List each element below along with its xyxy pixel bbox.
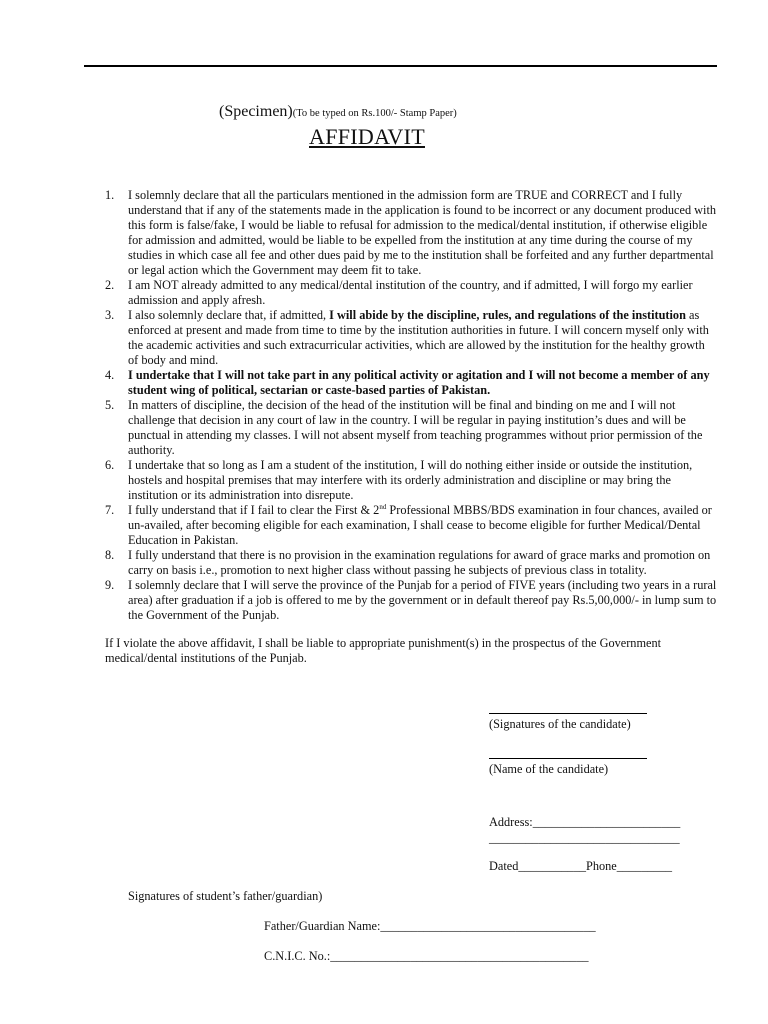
- clause-8: [105, 548, 717, 578]
- clause-number: 6.: [105, 458, 115, 472]
- clause-text: In matters of discipline, the decision of the head of the institution will be final and binding on me and I will not challenge that decision in any court of law in the country. I will be regular in paying institution’s dues and will be punctual in attending my classes. I will not absent myself from teaching programmes without prior permission of the authority.: [128, 398, 703, 457]
- clause-text: I solemnly declare that I will serve the province of the Punjab for a period of FIVE years (including two years in a rural area) after graduation if a job is offered to me by the government or in default thereof pay Rs.5,00,000/- in lump sum to the Government of the Punjab.: [128, 578, 717, 622]
- document-title: AFFIDAVIT: [309, 124, 425, 149]
- top-rule: [84, 65, 717, 67]
- clause-4: [105, 368, 717, 398]
- clause-6: [105, 458, 717, 503]
- clause-number: 3.: [105, 308, 115, 322]
- specimen-label: (Specimen): [219, 103, 293, 120]
- cnic-field: C.N.I.C. No.:__________________________________________: [264, 949, 589, 963]
- specimen-heading: [219, 103, 457, 121]
- clause-7: [105, 503, 717, 548]
- clause-text-pre: I fully understand that if I fail to clear the First & 2: [128, 503, 380, 517]
- ordinal-suffix: nd: [379, 502, 387, 511]
- candidate-signature-block: [489, 713, 647, 732]
- clause-text-bold: I undertake that I will not take part in any political activity or agitation and I will not become a member of any student wing of political, sectarian or caste-based parties of Pakistan.: [128, 368, 710, 397]
- clause-text-post: Professional MBBS/BDS examination in four chances, availed or un-availed, after becoming eligible for each examination, I shall cease to become eligible for further Medical/Dental Education in Pakistan.: [128, 503, 712, 547]
- signature-line: [489, 713, 647, 714]
- address-line-2: _______________________________: [489, 831, 680, 845]
- clause-number: 9.: [105, 578, 115, 592]
- clause-2: [105, 278, 717, 308]
- clause-text: I fully understand that there is no provision in the examination regulations for award of grace marks and promotion on carry on basis i.e., promotion to next higher class without passing he subjects of previous class in totality.: [128, 548, 711, 577]
- stamp-paper-note: (To be typed on Rs.100/- Stamp Paper): [292, 108, 457, 119]
- clause-3: [105, 308, 717, 368]
- clause-text: I undertake that so long as I am a student of the institution, I will do nothing either inside or outside the institution, hostels and hospital premises that may interfere with its orderly administration and discipline or may bring the institution or its administration into disrepute.: [128, 458, 693, 502]
- guardian-name-field: Father/Guardian Name:___________________________________: [264, 919, 596, 933]
- clause-number: 4.: [105, 368, 115, 382]
- clause-text: I am NOT already admitted to any medical/dental institution of the country, and if admitted, I will forgo my earlier admission and apply afresh.: [128, 278, 693, 307]
- clause-list: [105, 188, 717, 623]
- closing-statement: If I violate the above affidavit, I shall be liable to appropriate punishment(s) in the prospectus of the Government medical/dental institutions of the Punjab.: [105, 636, 662, 665]
- clause-number: 5.: [105, 398, 115, 412]
- candidate-signature-label: (Signatures of the candidate): [489, 717, 631, 731]
- clause-number: 8.: [105, 548, 115, 562]
- dated-phone-field: Dated___________Phone_________: [489, 859, 673, 873]
- clause-number: 1.: [105, 188, 115, 202]
- candidate-name-block: [489, 758, 647, 777]
- candidate-name-label: (Name of the candidate): [489, 762, 609, 776]
- address-field: Address:________________________: [489, 815, 681, 829]
- guardian-signature-label: Signatures of student’s father/guardian): [128, 889, 323, 903]
- name-line: [489, 758, 647, 759]
- clause-text: I solemnly declare that all the particulars mentioned in the admission form are TRUE and CORRECT and I fully understand that if any of the statements made in the application is found to be incorrect or any document produced with this form is false/fake, I would be liable to refusal for admission to the medical/dental institution, if otherwise eligible for admission and admitted, would be liable to be expelled from the institution at any time during the course of my studies in which case all fee and other dues paid by me to the institution shall be forfeited and any further departmental or legal action which the Government may deem fit to take.: [128, 188, 717, 277]
- clause-text-post: as enforced at present and made from time to time by the institution authorities in future. I will concern myself only with the academic activities and such extracurricular activities, which are allowed by the institution for the healthy growth of body and mind.: [128, 308, 709, 367]
- clause-number: 7.: [105, 503, 115, 517]
- clause-number: 2.: [105, 278, 115, 292]
- clause-text-bold: I will abide by the discipline, rules, and regulations of the institution: [329, 308, 686, 322]
- clause-5: [105, 398, 717, 458]
- clause-1: [105, 188, 717, 278]
- clause-text-pre: I also solemnly declare that, if admitted,: [128, 308, 330, 322]
- clause-9: [105, 578, 717, 623]
